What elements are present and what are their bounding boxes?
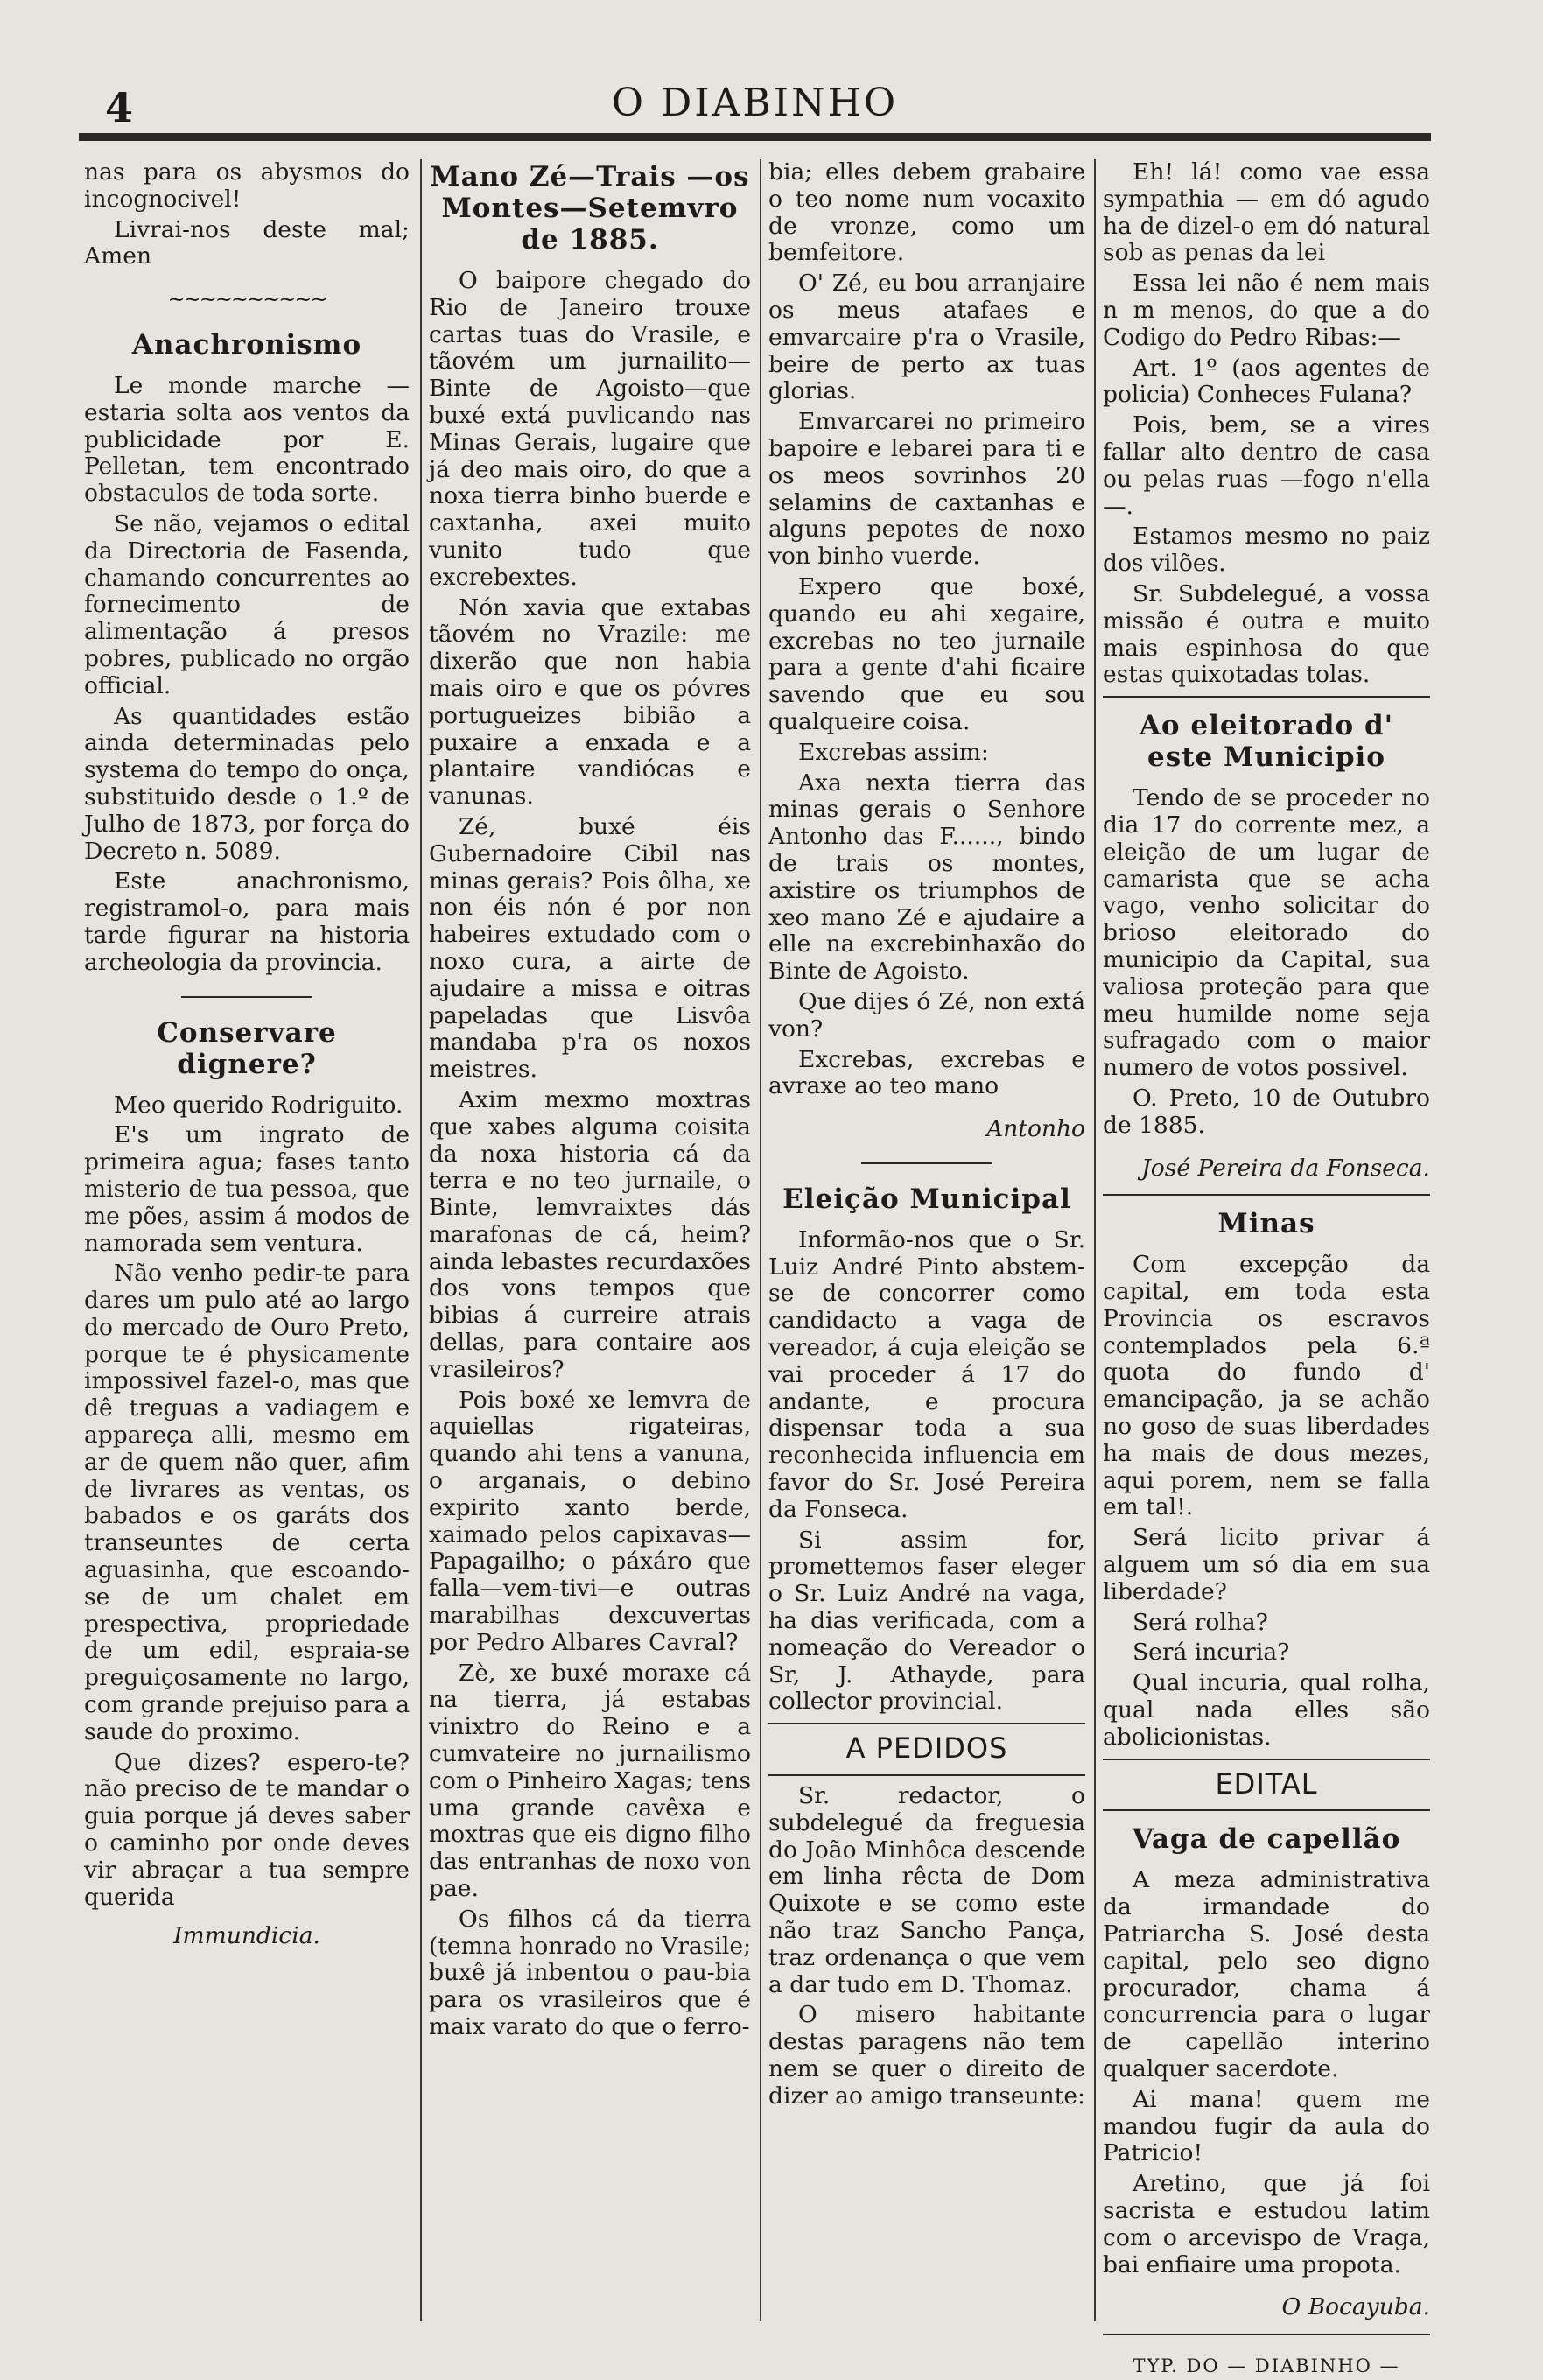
vaga-paragraph-3: Aretino, que já foi sacrista e estudou latim com o arcevispo de Vraga, bai enfiaire uma propota. — [1103, 2170, 1430, 2278]
article-title-eleitorado: Ao eleitorado d' este Municipio — [1139, 710, 1394, 774]
masthead — [79, 72, 1431, 151]
newspaper-title: O DIABINHO — [611, 81, 899, 125]
eleitorado-paragraph-2: O. Preto, 10 de Outubro de 1885. — [1103, 1084, 1430, 1139]
article-title-minas: Minas — [1217, 1208, 1315, 1240]
column-rule-3 — [1094, 159, 1096, 2321]
anachronismo-paragraph-1: Le monde marche — estaria solta aos ventos da publicidade por E. Pelletan, tem encontrado obstaculos de toda sorte. — [84, 371, 410, 508]
a-pedidos-cont-paragraph-1: Eh! lá! como vae essa sympathia — em dó agudo ha de dizel-o em dó natural sob as penas da lei — [1103, 158, 1430, 267]
eleitorado-paragraph-1: Tendo de se proceder no dia 17 do corrente mez, a eleição de um lugar de camarista que se acha vago, venho solicitar do brioso eleitorado do municipio da Capital, sua valiosa proteção para que meu humilde nome seja sufragado com o maior numero de votos possivel. — [1103, 784, 1430, 1082]
minas-paragraph-5: Qual incuria, qual rolha, qual nada elles são abolicionistas. — [1103, 1669, 1430, 1751]
section-rule — [1103, 696, 1430, 698]
a-pedidos-cont-paragraph-4: Pois, bem, se a vires fallar alto dentro de casa ou pelas ruas —fogo n'ella—. — [1103, 411, 1430, 520]
column-1 — [84, 159, 410, 1962]
section-title-edital: EDITAL — [1215, 1766, 1318, 1801]
a-pedidos-paragraph-1: Sr. redactor, o subdelegué da freguesia do João Minhôca descende em linha rêcta de Dom Quixote e se como este não traz Sancho Pança, traz ordenança o que vem a dar tudo em D. Thomaz. — [768, 1782, 1085, 1998]
mano-ze-cont-paragraph-4: Expero que boxé, quando eu ahi xegaire, excrebas no teo jurnaile para a gente d'ahi ficaire savendo que eu sou qualqueire coisa. — [768, 572, 1085, 735]
conservare-paragraph-3: Não venho pedir-te para dares um pulo até ao largo do mercado de Ouro Preto, porque te é physicamente impossivel fazel-o, mas que dê treguas a vadiagem e appareça alli, mesmo em ar de quem não quer, afim de livrares as ventas, os babados e os garáts dos transeuntes de certa aguasinha, que escoando-se de um chalet em prespectiva, propriedade de um edil, espraia-se preguiçosamente no largo, com grande prejuiso para a saude do proximo. — [84, 1260, 410, 1745]
a-pedidos-paragraph-2: O misero habitante destas paragens não tem nem se quer o direito de dizer ao amigo transeunte: — [768, 2001, 1085, 2110]
mano-ze-cont-paragraph-1: bia; elles debem grabaire o teo nome num vocaxito de vronze, como um bemfeitore. — [768, 158, 1085, 267]
a-pedidos-cont-paragraph-2: Essa lei não é nem mais n m menos, do que a do Codigo do Pedro Ribas:— — [1103, 270, 1430, 351]
section-rule — [768, 1774, 1085, 1776]
ornament-divider: ~~~~~~~~~~ — [167, 287, 326, 312]
minas-paragraph-4: Será incuria? — [1133, 1639, 1290, 1667]
a-pedidos-cont-paragraph-6: Sr. Subdelegué, a vossa missão é outra e muito mais espinhosa do que estas quixotadas tolas. — [1103, 579, 1430, 689]
signature-bocayuba: O Bocayuba. — [1281, 2293, 1430, 2321]
mano-ze-paragraph-4: Axim mexmo moxtras que xabes alguma coisita da noxa historia cá da terra e no teo jurnaile, o Binte, lemvraixtes dás marafonas de cá, heim? ainda lebastes recurdaxões dos vons tempos que bibias á curreire atrais dellas, para contaire aos vrasileiros? — [429, 1085, 751, 1383]
section-rule — [1103, 1809, 1430, 1811]
article-title-eleicao: Eleição Municipal — [782, 1183, 1071, 1215]
signature-immundicia: Immundicia. — [173, 1922, 320, 1950]
section-rule — [1103, 1759, 1430, 1760]
mano-ze-paragraph-2: Nón xavia que extabas tãovém no Vrazile: me dixerão que non habia mais oiro e que os póvres portugueizes bibião a puxaire a enxada e a plantaire vandiócas e vanunas. — [429, 593, 751, 811]
article-title-mano-ze: Mano Zé—Trais —os Montes—Setemvro de 1885. — [430, 161, 750, 256]
column-rule-2 — [760, 159, 761, 2321]
minas-paragraph-1: Com excepção da capital, em toda esta Provincia os escravos contemplados pela 6.ª quota do fundo d' emancipação, ja se achão no goso de suas liberdades ha mais de dous mezes, aqui porem, nem se falla em tal!. — [1103, 1251, 1430, 1521]
conservare-paragraph-1: Meo querido Rodriguito. — [114, 1091, 403, 1119]
section-rule — [768, 1723, 1085, 1724]
section-divider — [861, 1162, 992, 1164]
anachronismo-paragraph-2: Se não, vejamos o edital da Directoria de Fasenda, chamando concurrentes ao fornecimento de alimentação á presos pobres, publicado no orgão official. — [84, 509, 410, 699]
section-rule — [1103, 1194, 1430, 1196]
mano-ze-paragraph-1: O baipore chegado do Rio de Janeiro trouxe cartas tuas do Vrasile, e tãovém um jurnailito—Binte de Agoisto—que buxé extá puvlicando nas Minas Gerais, lugaire que já deo mais oiro, do que a noxa tierra binho buerde e caxtanha, axei muito vunito tudo que excrebextes. — [429, 267, 751, 591]
article-title-conservare: Conservare dignere? — [157, 1016, 337, 1080]
mano-ze-paragraph-7: Os filhos cá da tierra (temna honrado no Vrasile; buxê já inbentou o pau-bia para os vrasileiros que é maix varato do que o ferro- — [429, 1905, 751, 2040]
masthead-rule — [79, 133, 1431, 141]
printer-imprint: TYP. DO — DIABINHO — — [1133, 2355, 1400, 2377]
section-divider — [181, 996, 312, 998]
vaga-paragraph-1: A meza administrativa da irmandade do Patriarcha S. José desta capital, pelo seo digno procurador, chama á concurrencia para o lugar de capellão interino qualquer sacerdote. — [1103, 1866, 1430, 2083]
vaga-paragraph-2: Ai mana! quem me mandou fugir da aula do Patricio! — [1103, 2085, 1430, 2167]
anachronismo-paragraph-4: Este anachronismo, registramol-o, para mais tarde figurar na historia archeologia da provincia. — [84, 867, 410, 976]
conservare-paragraph-2: E's um ingrato de primeira agua; fases tanto misterio de tua pessoa, que me pões, assim á modos de namorada sem ventura. — [84, 1121, 410, 1257]
column-4 — [1103, 159, 1430, 2380]
mano-ze-cont-paragraph-6: Axa nexta tierra das minas gerais o Senhore Antonho das F......, bindo de trais os montes, axistire os triumphos de xeo mano Zé e ajudaire a elle na excrebinhaxão do Binte de Agoisto. — [768, 769, 1085, 986]
page-number: 4 — [105, 84, 134, 131]
signature-fonseca: José Pereira da Fonseca. — [1141, 1154, 1430, 1182]
intro-line-2: Livrai-nos deste mal; Amen — [84, 215, 410, 270]
mano-ze-cont-paragraph-2: O' Zé, eu bou arranjaire os meus atafaes e emvarcaire p'ra o Vrasile, beire de perto ax tuas glorias. — [768, 270, 1085, 405]
a-pedidos-cont-paragraph-3: Art. 1º (aos agentes de policia) Conheces Fulana? — [1103, 354, 1430, 409]
minas-paragraph-3: Será rolha? — [1133, 1608, 1268, 1636]
column-rule-1 — [420, 159, 422, 2321]
column-3 — [768, 159, 1085, 2114]
column-2 — [429, 159, 751, 2045]
signature-antonho: Antonho — [986, 1115, 1085, 1143]
mano-ze-cont-paragraph-8: Excrebas, excrebas e avraxe ao teo mano — [768, 1045, 1085, 1100]
eleicao-paragraph-2: Si assim for, promettemos faser eleger o Sr. Luiz André na vaga, ha dias verificada, com a nomeação do Vereador o Sr, J. Athayde, para collector provincial. — [768, 1526, 1085, 1716]
intro-line-1: nas para os abysmos do incognocivel! — [84, 158, 410, 213]
eleicao-paragraph-1: Informão-nos que o Sr. Luiz André Pinto abstem-se de concorrer como candidacto a vaga de vereador, á cuja eleição se vai proceder á 17 do andante, e procura dispensar toda a sua reconhecida influencia em favor do Sr. José Pereira da Fonseca. — [768, 1225, 1085, 1523]
article-title-anachronismo: Anachronismo — [131, 328, 362, 361]
a-pedidos-cont-paragraph-5: Estamos mesmo no paiz dos vilões. — [1103, 523, 1430, 578]
minas-paragraph-2: Será licito privar á alguem um só dia em sua liberdade? — [1103, 1524, 1430, 1605]
mano-ze-cont-paragraph-5: Excrebas assim: — [798, 738, 989, 766]
mano-ze-paragraph-6: Zè, xe buxé moraxe cá na tierra, já estabas vinixtro do Reino e a cumvateire no jurnailismo com o Pinheiro Xagas; tens uma grande cavêxa e moxtras que eis digno filho das entranhas de noxo von pae. — [429, 1659, 751, 1903]
mano-ze-paragraph-5: Pois boxé xe lemvra de aquiellas rigateiras, quando ahi tens a vanuna, o arganais, o debino expirito xanto berde, xaimado pelos capixavas—Papagailho; o páxáro que falla—vem-tivi—e outras marabilhas dexcuvertas por Pedro Albares Cavral? — [429, 1386, 751, 1656]
mano-ze-paragraph-3: Zé, buxé éis Gubernadoire Cibil nas minas gerais? Pois ôlha, xe non éis nón é por non habeires extudado com o noxo cura, a airte de ajudaire a missa e oitras papeladas que Lisvôa mandaba p'ra os noxos meistres. — [429, 812, 751, 1084]
mano-ze-cont-paragraph-3: Emvarcarei no primeiro bapoire e lebarei para ti e os meos sovrinhos 20 selamins de caxtanhas e alguns pepotes de noxo von binho vuerde. — [768, 408, 1085, 571]
section-title-a-pedidos: A PEDIDOS — [845, 1731, 1008, 1766]
mano-ze-cont-paragraph-7: Que dijes ó Zé, non extá von? — [768, 987, 1085, 1043]
article-title-vaga: Vaga de capellão — [1132, 1823, 1401, 1856]
conservare-paragraph-4: Que dizes? espero-te? não preciso de te mandar o guia porque já deves saber o caminho por onde deves vir abraçar a tua sempre querida — [84, 1748, 410, 1911]
anachronismo-paragraph-3: As quantidades estão ainda determinadas pelo systema do tempo do onça, substituido desde o 1.º de Julho de 1873, por força do Decreto n. 5089. — [84, 702, 410, 865]
